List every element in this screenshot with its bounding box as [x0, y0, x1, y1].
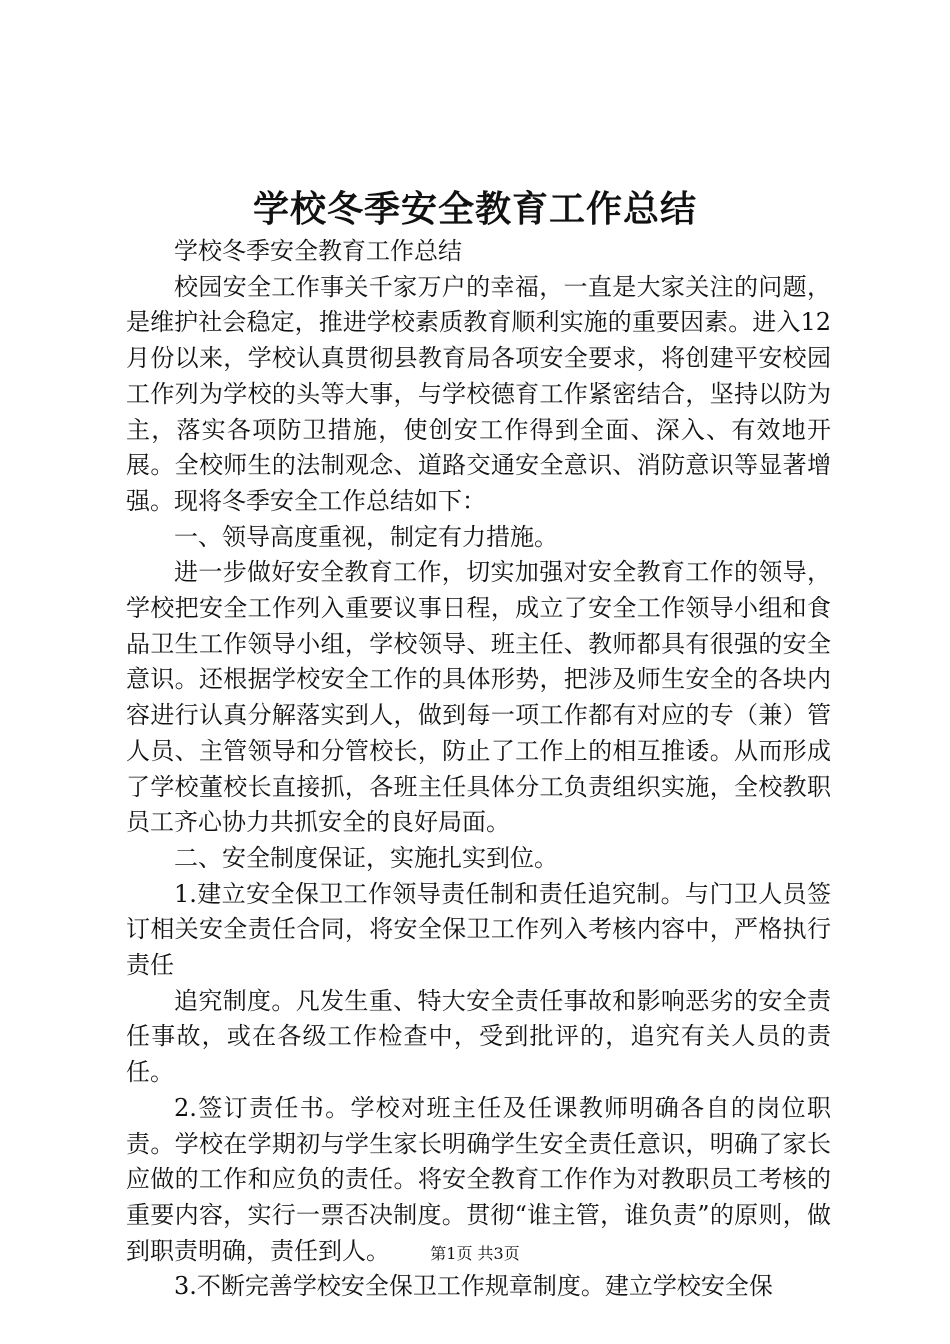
document-title: 学校冬季安全教育工作总结 — [252, 188, 697, 230]
paragraph-subtitle: 学校冬季安全教育工作总结 — [174, 237, 462, 265]
paragraph-leadership: 进一步做好安全教育工作，切实加强对安全教育工作的领导，学校把安全工作列入重要议事日程，成立了安全工作领导小组和食品卫生工作领导小组，学校领导、班主任、教师都具有很强的安全意识。还根据学校安全工作的具体形势，把涉及师生安全的各块内容进行认真分解落实到人，做到每一项工作都有对应的专（兼）管人员、主管领导和分管校长，防止了工作上的相互推诿。从而形成了学校董校长直接抓，各班主任具体分工负责组织实施，全校教职员工齐心协力共抓安全的良好局面。 — [126, 558, 831, 837]
paragraph-item-1-cont: 追究制度。凡发生重、特大安全责任事故和影响恶劣的安全责任事故，或在各级工作检查中，受到批评的，追究有关人员的责任。 — [126, 986, 831, 1087]
paragraph-intro: 校园安全工作事关千家万户的幸福，一直是大家关注的问题，是维护社会稳定，推进学校素质教育顺利实施的重要因素。进入12月份以来，学校认真贯彻县教育局各项安全要求，将创建平安校园工作列为学校的头等大事，与学校德育工作紧密结合，坚持以防为主，落实各项防卫措施，使创安工作得到全面、深入、有效地开展。全校师生的法制观念、道路交通安全意识、消防意识等显著增强。现将冬季安全工作总结如下： — [126, 272, 831, 515]
section-heading-1: 一、领导高度重视，制定有力措施。 — [174, 522, 558, 551]
document-body — [126, 234, 831, 1305]
page-number-footer: 第1页 共3页 — [430, 1244, 520, 1263]
paragraph-item-2: 2.签订责任书。学校对班主任及任课教师明确各自的岗位职责。学校在学期初与学生家长明确学生安全责任意识，明确了家长应做的工作和应负的责任。将安全教育工作作为对教职员工考核的重要内容，实行一票否决制度。贯彻“谁主管，谁负责”的原则，做到职责明确，责任到人。 — [126, 1093, 831, 1265]
paragraph-item-3: 3.不断完善学校安全保卫工作规章制度。建立学校安全保 — [174, 1272, 773, 1301]
section-heading-2: 二、安全制度保证，实施扎实到位。 — [174, 843, 558, 872]
paragraph-item-1: 1.建立安全保卫工作领导责任制和责任追究制。与门卫人员签订相关安全责任合同，将安全保卫工作列入考核内容中，严格执行责任 — [126, 879, 831, 980]
